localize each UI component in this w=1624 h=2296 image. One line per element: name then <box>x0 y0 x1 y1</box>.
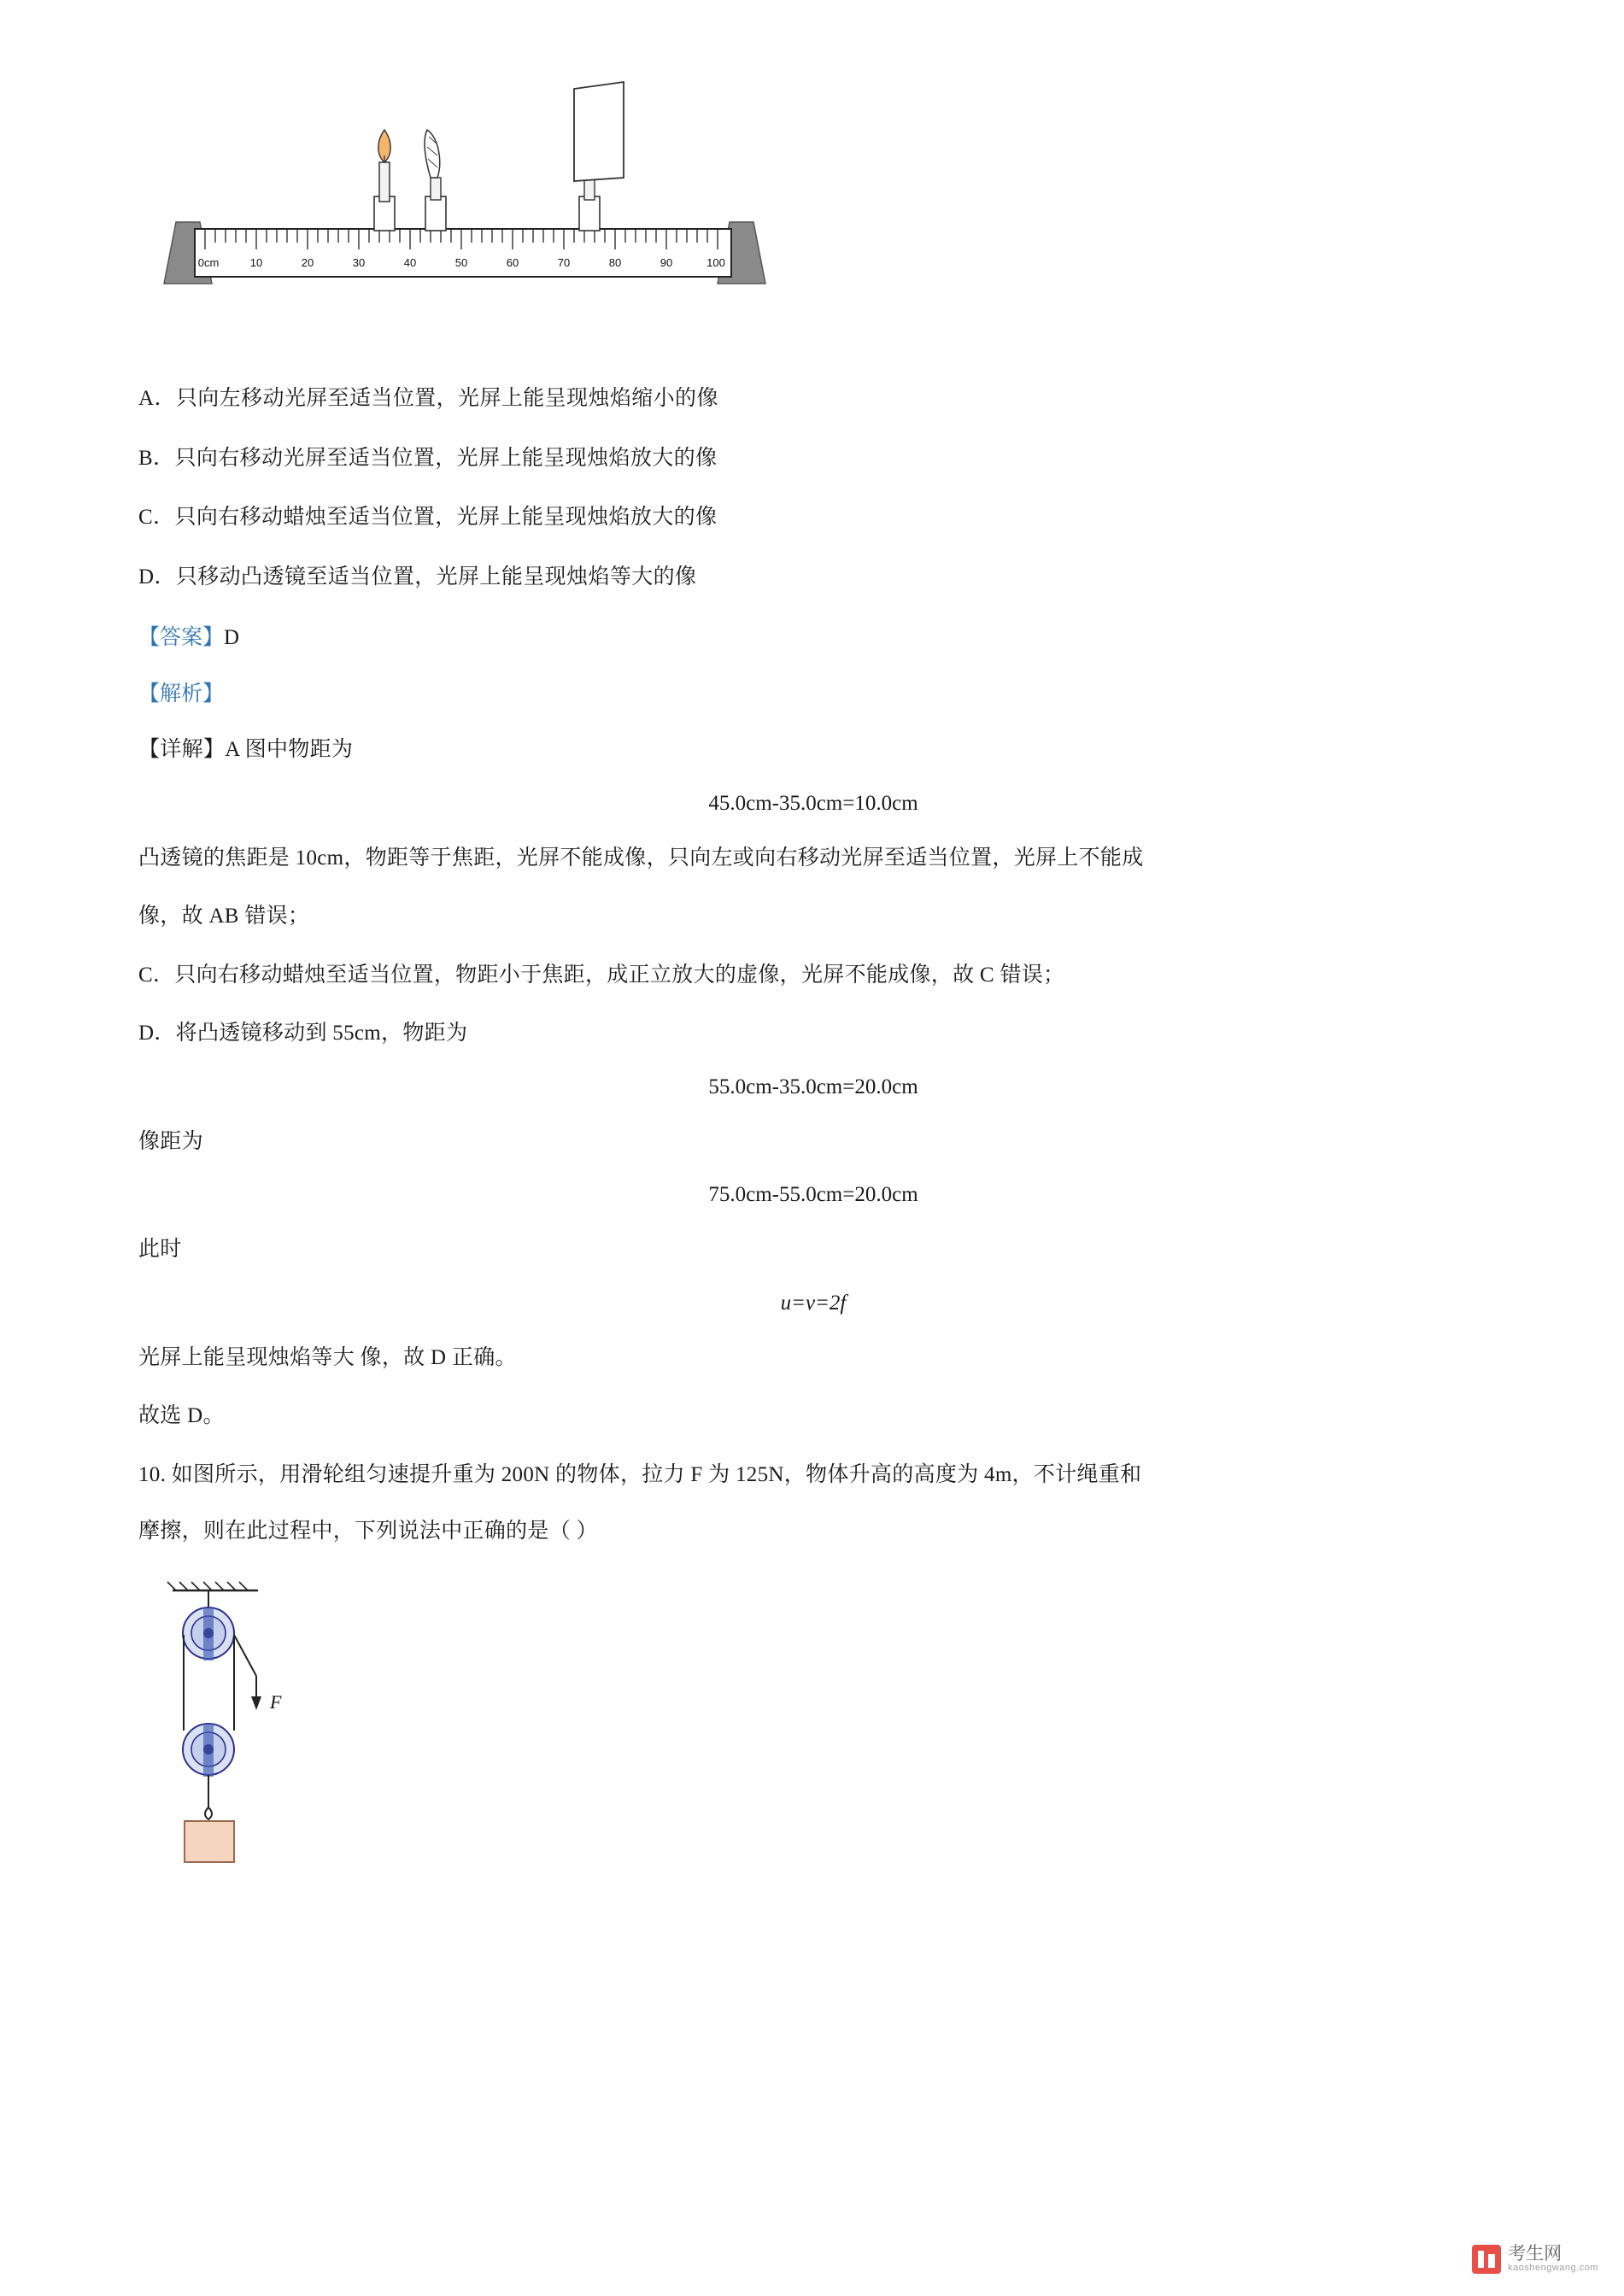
answer-label: 【答案】 <box>138 626 225 649</box>
svg-text:60: 60 <box>506 256 519 269</box>
detail-intro: A 图中物距为 <box>225 738 354 761</box>
candle-icon <box>374 130 395 231</box>
pulley-system-svg <box>155 1572 378 1905</box>
optical-bench-svg <box>155 34 788 367</box>
svg-text:90: 90 <box>660 256 673 269</box>
analysis-label-line <box>138 676 1488 707</box>
document-content <box>138 34 1488 1905</box>
analysis-para-1: 凸透镜的焦距是 10cm，物距等于焦距，光屏不能成像，只向左或向右移动光屏至适当位置，光屏上不能成 <box>138 846 1144 870</box>
analysis-final-choice: 故选 D。 <box>138 1404 225 1427</box>
formula-1: 45.0cm-35.0cm=10.0cm <box>708 791 918 815</box>
formula-3: 75.0cm-55.0cm=20.0cm <box>708 1183 918 1206</box>
svg-text:10: 10 <box>249 256 263 269</box>
light-screen-icon <box>574 82 624 231</box>
svg-text:80: 80 <box>608 256 622 269</box>
detail-intro-line <box>138 733 1488 768</box>
svg-text:0cm: 0cm <box>197 256 220 269</box>
svg-text:40: 40 <box>403 256 417 269</box>
svg-text:20: 20 <box>301 256 314 269</box>
choice-a: A．只向左移动光屏至适当位置，光屏上能呈现烛焰缩小的像 <box>138 387 718 410</box>
watermark <box>1472 2245 1598 2274</box>
now-label: 此时 <box>138 1238 182 1261</box>
analysis-conclusion: 光屏上能呈现烛焰等大 像，故 D 正确。 <box>138 1345 517 1369</box>
force-label: F <box>270 1690 282 1713</box>
analysis-para-d: D．将凸透镜移动到 55cm，物距为 <box>138 1022 468 1045</box>
formula-4: u=v=2f <box>780 1291 847 1315</box>
svg-text:50: 50 <box>454 256 468 269</box>
optical-bench-diagram <box>155 34 788 367</box>
analysis-label: 【解析】 <box>138 682 225 706</box>
image-distance-label: 像距为 <box>138 1129 203 1153</box>
formula-2: 55.0cm-35.0cm=20.0cm <box>708 1075 918 1098</box>
pulley-system-diagram <box>155 1572 378 1905</box>
watermark-text <box>1508 2245 1598 2274</box>
answer-line <box>138 620 1488 651</box>
svg-text:30: 30 <box>352 256 366 269</box>
question-10-line-1: 10. 如图所示，用滑轮组匀速提升重为 200N 的物体，拉力 F 为 125N，物体升高的高度为 4m，不计绳重和 <box>138 1462 1142 1486</box>
choice-d: D．只移动凸透镜至适当位置，光屏上能呈现烛焰等大的像 <box>138 565 697 589</box>
detail-label: 【详解】 <box>138 738 226 761</box>
answer-value: D <box>224 626 240 649</box>
choice-b: B．只向右移动光屏至适当位置，光屏上能呈现烛焰放大的像 <box>138 446 718 470</box>
question-10-line-2: 摩擦，则在此过程中，下列说法中正确的是（ ） <box>138 1520 598 1543</box>
convex-lens-icon <box>425 130 446 231</box>
svg-text:70: 70 <box>557 256 571 269</box>
watermark-sub: kaoshengwang.com <box>1508 2263 1598 2274</box>
watermark-main: 考生网 <box>1508 2244 1562 2264</box>
svg-text:100: 100 <box>706 256 725 269</box>
watermark-logo-icon <box>1472 2245 1501 2274</box>
choice-c: C．只向右移动蜡烛至适当位置，光屏上能呈现烛焰放大的像 <box>138 506 718 529</box>
analysis-para-c: C．只向右移动蜡烛至适当位置，物距小于焦距，成正立放大的虚像，光屏不能成像，故 C 错误； <box>138 963 1065 987</box>
analysis-para-1b: 像，故 AB 错误； <box>138 905 310 928</box>
